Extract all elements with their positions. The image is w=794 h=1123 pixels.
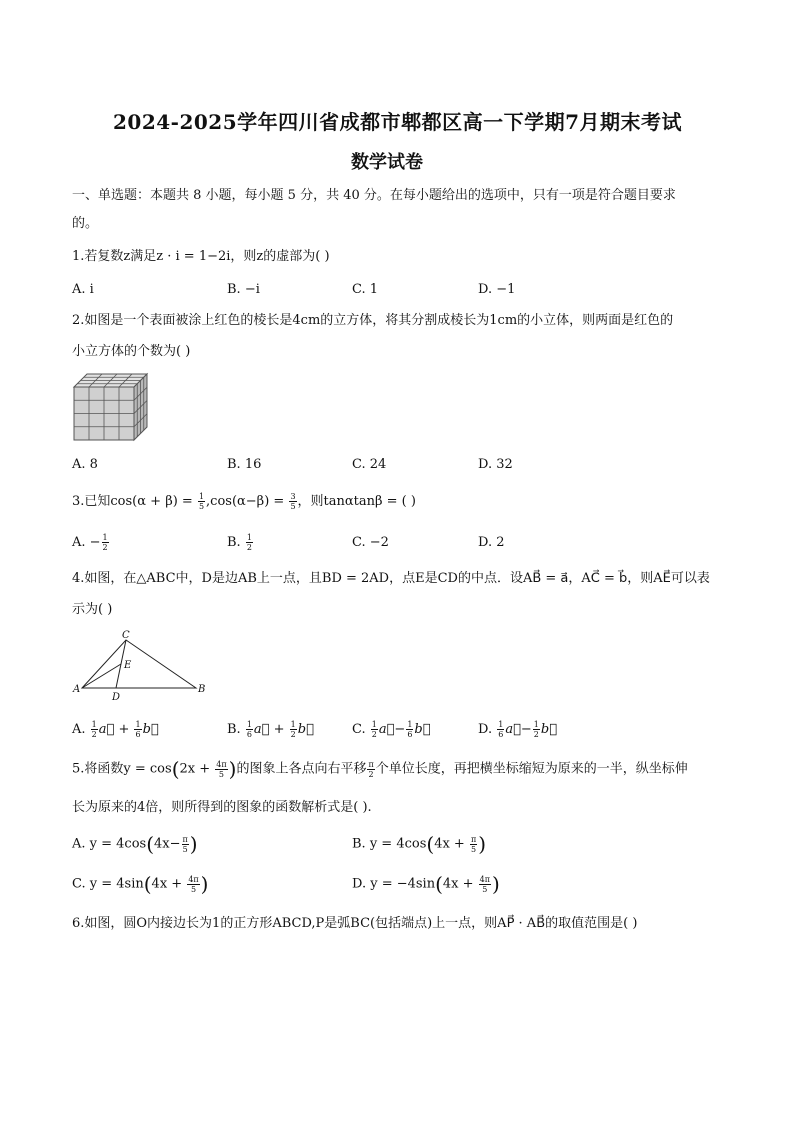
question-3-option-c: C. −2 — [352, 535, 389, 550]
section-instructions-line2: 的。 — [72, 216, 99, 231]
question-2-option-b: B. 16 — [227, 457, 262, 472]
question-3-stem-part3: ，则tanαtanβ = ( ) — [297, 494, 416, 509]
question-3-stem-part1: 3.已知cos(α + β) = — [72, 494, 197, 509]
page-title: 2024-2025学年四川省成都市郫都区高一下学期7月期末考试 — [113, 110, 683, 134]
question-4-option-d: D. $\frac{1}{6}$ a⃗− $\frac{1}{2}$ b⃗ — [478, 720, 558, 739]
question-1-option-a: A. i — [72, 282, 94, 297]
fraction: $\frac{3}{5}$ — [290, 492, 296, 511]
question-1-option-b: B. −i — [227, 282, 260, 297]
cube-figure — [72, 372, 152, 444]
question-4-stem-line1: 4.如图，在△ABC中，D是边AB上一点，且BD = 2AD，点E是CD的中点．设AB⃗ = a⃗，AC⃗ = b⃗，则AE⃗可以表 — [72, 571, 710, 586]
question-6-stem: 6.如图，圆O内接边长为1的正方形ABCD,P是弧BC(包括端点)上一点，则AP⃗ · AB⃗的取值范围是( ) — [72, 916, 638, 931]
fraction: $\frac{1}{2}$ — [102, 533, 108, 552]
question-3-stem-part2: ,cos(α−β) = — [206, 494, 289, 509]
question-5-option-b: B. y = 4cos(4x + $\frac{\pi}{5}$ ) — [352, 832, 487, 856]
question-3-option-b: B. $\frac{1}{2}$ — [227, 533, 252, 552]
label-d: D — [112, 692, 121, 703]
question-4-stem-line2: 示为( ) — [72, 602, 113, 617]
label-a: A — [73, 684, 81, 695]
question-2-option-c: C. 24 — [352, 457, 387, 472]
question-1-option-c: C. 1 — [352, 282, 379, 297]
question-4-option-b: B. $\frac{1}{6}$ a⃗ + $\frac{1}{2}$ b⃗ — [227, 720, 314, 739]
triangle-figure — [70, 628, 210, 704]
question-5-option-c: C. y = 4sin(4x + $\frac{4\pi}{5}$ ) — [72, 872, 209, 896]
page-subtitle: 数学试卷 — [351, 152, 423, 173]
question-5-stem-line1: 5.将函数y = cos(2x + $\frac{4\pi}{5}$ )的图象上各点向右平移 $\frac{\pi}{2}$ 个单位长度，再把横坐标缩短为原来的一半，纵坐标伸 — [72, 757, 688, 781]
question-5-option-a: A. y = 4cos(4x− $\frac{\pi}{5}$ ) — [72, 832, 198, 856]
question-3-stem — [72, 492, 416, 512]
fraction: $\frac{1}{2}$ — [246, 533, 252, 552]
label-b: B — [198, 684, 206, 695]
question-1-option-d: D. −1 — [478, 282, 516, 297]
question-5-stem-line2: 长为原来的4倍，则所得到的图象的函数解析式是( ). — [72, 800, 372, 815]
question-1-stem: 1.若复数z满足z · i = 1−2i，则z的虚部为( ) — [72, 249, 330, 264]
question-2-stem-line1: 2.如图是一个表面被涂上红色的棱长是4cm的立方体，将其分割成棱长为1cm的小立体，则两面是红色的 — [72, 313, 674, 328]
question-2-stem-line2: 小立方体的个数为( ) — [72, 344, 191, 359]
label-e: E — [124, 660, 132, 671]
question-5-option-d: D. y = −4sin(4x + $\frac{4\pi}{5}$ ) — [352, 872, 500, 896]
question-3-option-a: A. − $\frac{1}{2}$ — [72, 533, 108, 552]
question-2-option-a: A. 8 — [72, 457, 98, 472]
question-3-option-d: D. 2 — [478, 535, 505, 550]
fraction: $\frac{1}{5}$ — [198, 492, 205, 511]
label-c: C — [122, 630, 130, 641]
question-4-option-a: A. $\frac{1}{2}$ a⃗ + $\frac{1}{6}$ b⃗ — [72, 720, 159, 739]
question-4-option-c: C. $\frac{1}{2}$ a⃗− $\frac{1}{6}$ b⃗ — [352, 720, 431, 739]
section-instructions-line1: 一、单选题：本题共 8 小题，每小题 5 分，共 40 分。在每小题给出的选项中，只有一项是符合题目要求 — [72, 188, 676, 203]
question-2-option-d: D. 32 — [478, 457, 513, 472]
